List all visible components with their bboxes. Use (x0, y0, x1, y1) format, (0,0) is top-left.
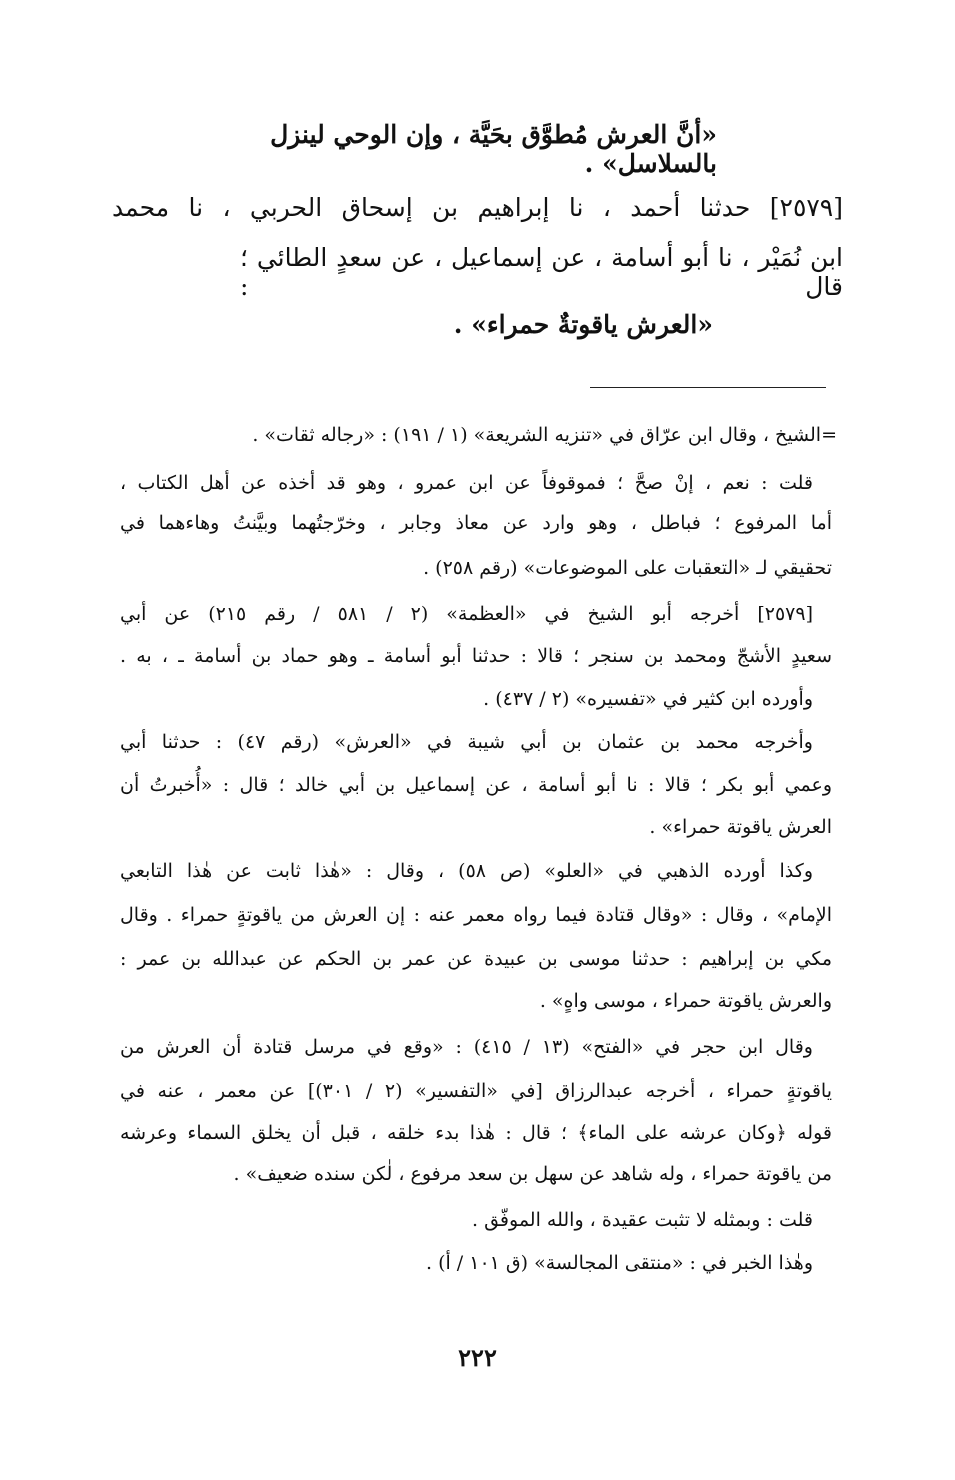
footnote-line: ياقوتةٍ حمراء ، أخرجه عبدالرزاق [في «التفسير» (٢ / ٣٠١)] عن معمر ، عنه في (120, 1080, 832, 1102)
footnote-line: والعرش ياقوتة حمراء ، موسى واهٍ» . (539, 990, 832, 1012)
footnote-line: أما المرفوع ؛ فباطل ، وهو وارد عن معاذ وجابر ، وخرّجتُهما وبيَّنتُ وهاءهما في (120, 512, 832, 534)
page-number: ٢٢٢ (458, 1343, 497, 1372)
footnote-separator (590, 387, 826, 388)
footnote-line: وأورده ابن كثير في «تفسيره» (٢ / ٤٣٧) . (483, 688, 813, 710)
footnote-line: قلت : نعم ، إنْ صحَّ ؛ فموقوفاً عن ابن عمرو ، وهو قد أخذه عن أهل الكتاب ، (120, 472, 813, 494)
footnote-line: =الشيخ ، وقال ابن عرّاق في «تنزيه الشريعة» (١ / ١٩١) : «رجاله ثقات» . (252, 424, 837, 446)
hadith-2579-chain-line-1: [٢٥٧٩] حدثنا أحمد ، نا إبراهيم بن إسحاق الحربي ، نا محمد (112, 193, 843, 222)
footnote-line: وقال ابن حجر في «الفتح» (١٣ / ٤١٥) : «وقع في مرسل قتادة أن العرش من (120, 1036, 813, 1058)
footnote-line: وأخرجه محمد بن عثمان بن أبي شيبة في «العرش» (رقم ٤٧) : حدثنا أبي (120, 731, 813, 753)
quote-throne-ruby: «العرش ياقوتةٌ حمراء» . (453, 310, 713, 339)
footnote-line: تحقيقي لـ «التعقبات على الموضوعات» (رقم ٢٥٨) . (423, 557, 832, 579)
footnote-line: وعمي أبو بكر ؛ قالا : نا أبو أسامة ، عن إسماعيل بن أبي خالد ؛ قال : «أُخبرتُ أن (120, 774, 832, 796)
footnote-line: من ياقوتة حمراء ، وله شاهد عن سهل بن سعد مرفوع ، لٰكن سنده ضعيف» . (233, 1163, 832, 1185)
footnote-line: وكذا أورده الذهبي في «العلو» (ص ٥٨) ، وقال : «هٰذا ثابت عن هٰذا التابعي (120, 860, 813, 882)
footnote-line: قلت : وبمثله لا تثبت عقيدة ، والله الموفّق . (472, 1209, 813, 1231)
footnote-line: الإمام» ، وقال : «وقال قتادة فيما رواه معمر عنه : إن العرش من ياقوتةٍ حمراء . وقال (120, 904, 832, 926)
footnote-line: العرش ياقوتة حمراء» . (649, 816, 832, 838)
footnote-line: سعيدٍ الأشجّ ومحمد بن سنجر ؛ قالا : حدثنا أبو أسامة ـ وهو حماد بن أسامة ـ ، به . (120, 645, 832, 667)
footnote-line: مكي بن إبراهيم : حدثنا موسى بن عبيدة عن عمر بن الحكم عن عبدالله بن عمر : (120, 948, 832, 970)
hadith-2579-chain-line-2: ابن نُمَيْر ، نا أبو أسامة ، عن إسماعيل ، عن سعدٍ الطائي ؛ قال : (240, 243, 843, 301)
footnote-line: [٢٥٧٩] أخرجه أبو الشيخ في «العظمة» (٢ / ٥٨١ / رقم ٢١٥) عن أبي (120, 603, 813, 625)
footnote-line: وهٰذا الخبر في : «منتقى المجالسة» (ق ١٠١ / أ) . (425, 1252, 813, 1274)
footnote-line: قوله ﴿وكان عرشه على الماء﴾ ؛ قال : هٰذا بدء خلقه ، قبل أن يخلق السماء وعرشه (120, 1122, 832, 1144)
quote-throne-serpent: «أنَّ العرش مُطوَّق بحَيَّة ، وإن الوحي لينزل بالسلاسل» . (270, 120, 717, 178)
